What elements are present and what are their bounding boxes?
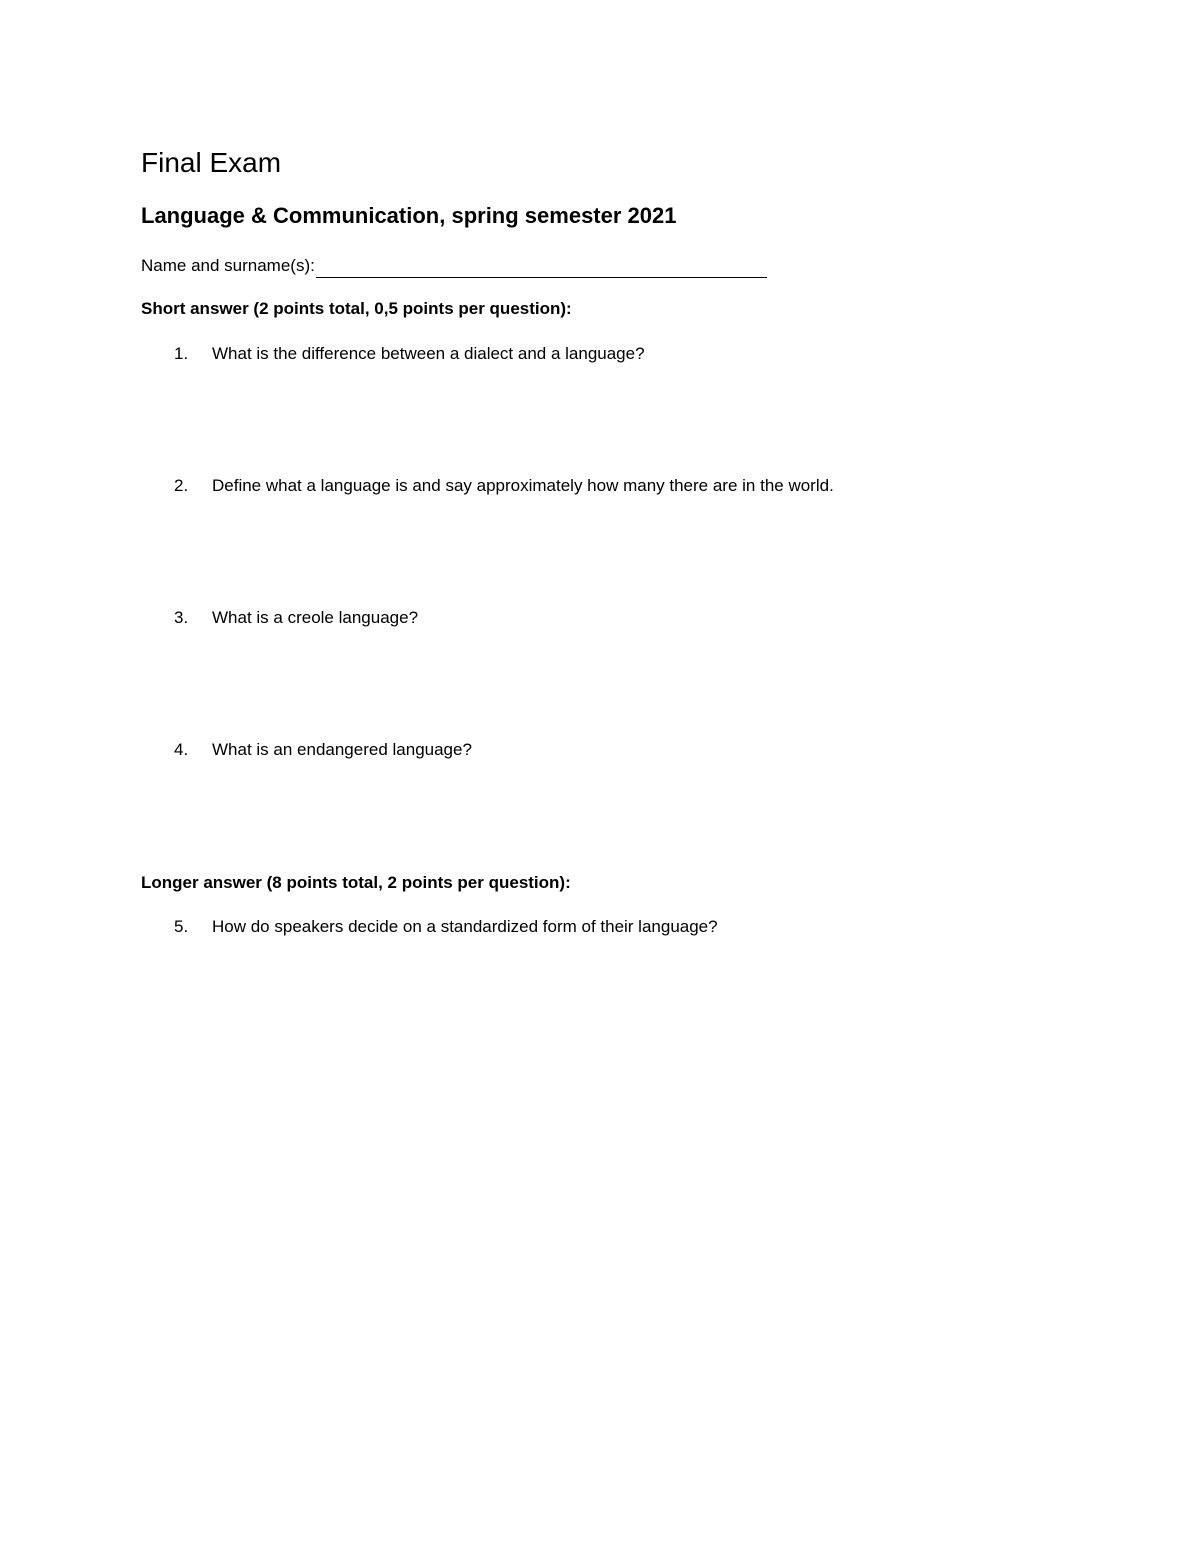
longer-answer-heading: Longer answer (8 points total, 2 points per question):	[141, 873, 571, 892]
question-item	[174, 342, 645, 366]
name-label: Name and surname(s):	[141, 256, 315, 275]
question-item	[174, 474, 834, 498]
question-text: Define what a language is and say approximately how many there are in the world.	[212, 476, 834, 495]
question-number: 4.	[174, 740, 189, 759]
question-text: What is an endangered language?	[212, 740, 472, 759]
question-number: 1.	[174, 344, 189, 363]
question-number: 5.	[174, 917, 189, 936]
course-subtitle: Language & Communication, spring semester 2021	[141, 203, 677, 228]
question-number: 3.	[174, 608, 189, 627]
question-item	[174, 738, 472, 762]
exam-title: Final Exam	[141, 147, 282, 178]
short-answer-heading: Short answer (2 points total, 0,5 points per question):	[141, 299, 572, 318]
question-text: What is the difference between a dialect and a language?	[212, 344, 645, 363]
name-field-row	[141, 254, 767, 278]
question-item	[174, 915, 718, 939]
question-number: 2.	[174, 476, 189, 495]
name-blank-line[interactable]	[316, 259, 767, 278]
question-text: What is a creole language?	[212, 608, 419, 627]
question-text: How do speakers decide on a standardized form of their language?	[212, 917, 718, 936]
question-item	[174, 606, 418, 630]
